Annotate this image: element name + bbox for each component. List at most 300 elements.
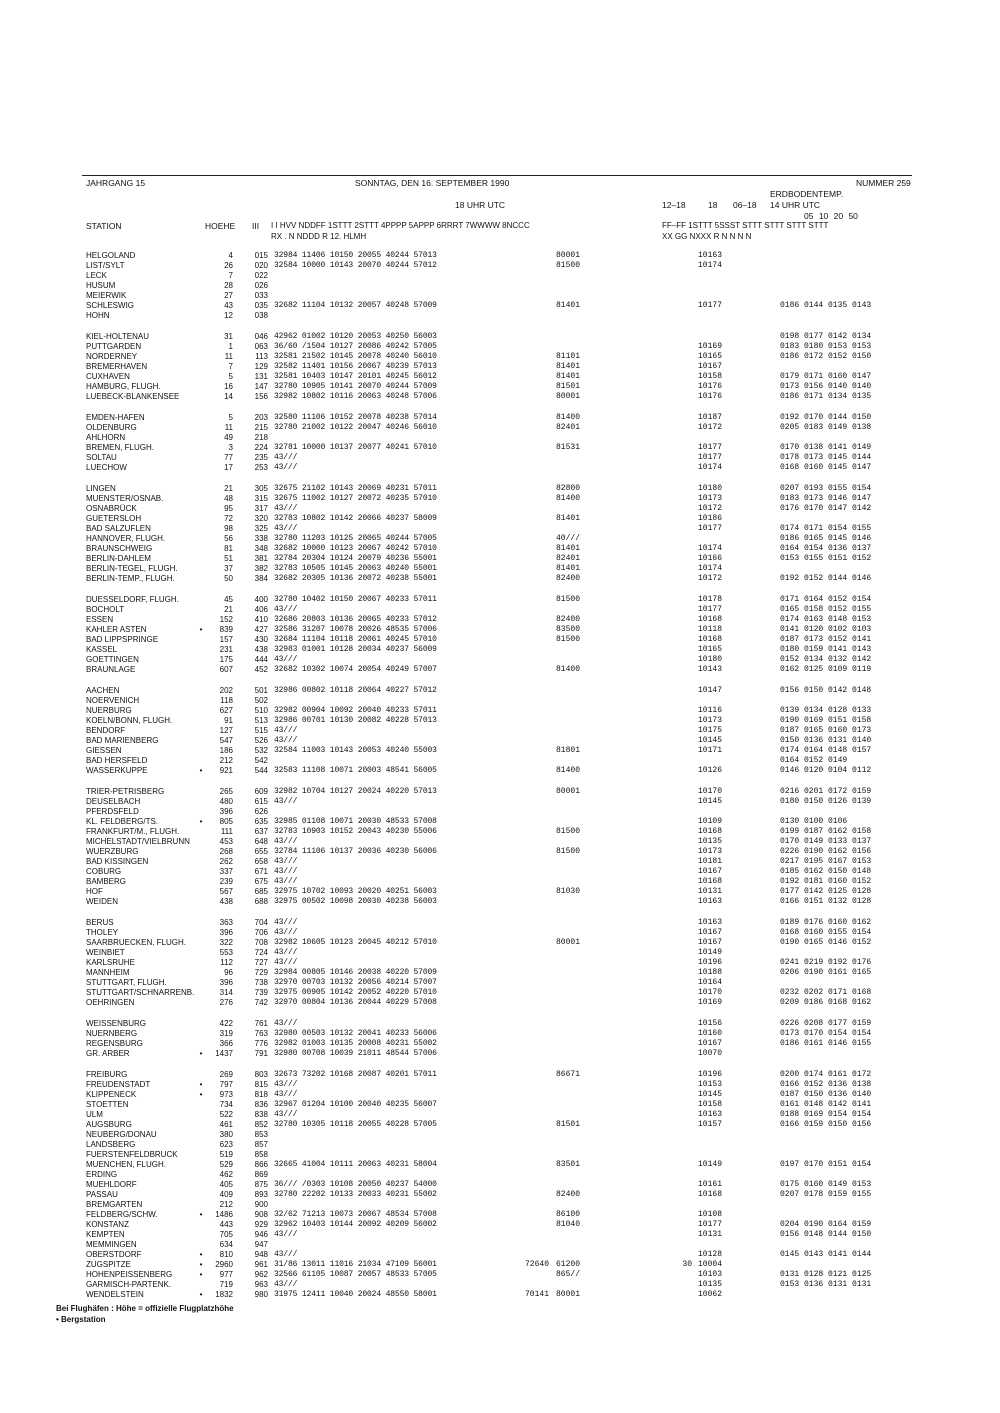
station-name: CUXHAVEN [86, 372, 130, 381]
station-height: 186 [219, 746, 233, 755]
station-name: GIESSEN [86, 746, 122, 755]
station-id: 502 [254, 696, 268, 705]
table-row [0, 766, 1000, 775]
cloud-group: 82401 [556, 554, 581, 563]
station-id: 729 [254, 968, 268, 977]
station-name: DEUSELBACH [86, 797, 141, 806]
synop-groups: 32582 11401 10156 20067 40239 57013 [274, 362, 437, 371]
station-name: HANNOVER, FLUGH. [86, 534, 166, 543]
soil-temps: 0139 0134 0128 0133 [780, 706, 872, 715]
station-name: KONSTANZ [86, 1220, 129, 1229]
table-row [0, 847, 1000, 856]
table-row [0, 1130, 1000, 1139]
synop-groups: 43/// [274, 504, 298, 513]
synop-groups: 32984 00805 10146 20038 40220 57009 [274, 968, 437, 977]
min-temp-group: 10172 [698, 574, 723, 583]
min-temp-group: 10168 [698, 615, 723, 624]
station-id: 147 [254, 382, 268, 391]
synop-groups: 32682 10000 10123 20067 40242 57010 [274, 544, 437, 553]
soil-temps: 0171 0164 0152 0154 [780, 595, 872, 604]
soil-temps: 0232 0202 0171 0168 [780, 988, 872, 997]
synop-groups: 32682 10302 10074 20054 40249 57007 [274, 665, 437, 674]
soil-temps: 0187 0150 0136 0140 [780, 1090, 872, 1099]
mountain-marker: • [199, 817, 203, 826]
station-height: 262 [219, 857, 233, 866]
station-name: LANDSBERG [86, 1140, 136, 1149]
min-temp-group: 10177 [698, 1220, 723, 1229]
table-row [0, 564, 1000, 573]
synop-groups: 32675 11002 10127 20072 40235 57010 [274, 494, 437, 503]
synop-groups: 32986 00802 10118 20064 40227 57012 [274, 686, 437, 695]
table-row [0, 1160, 1000, 1169]
soil-temps: 0186 0144 0135 0143 [780, 301, 872, 310]
min-temp-group: 10163 [698, 251, 723, 260]
station-name: BREMERHAVEN [86, 362, 148, 371]
min-temp-group: 10172 [698, 504, 723, 513]
table-row [0, 857, 1000, 866]
table-row [0, 484, 1000, 493]
station-name: BENDORF [86, 726, 126, 735]
mountain-marker: • [199, 1080, 203, 1089]
soil-temps: 0168 0160 0155 0154 [780, 928, 872, 937]
table-row [0, 574, 1000, 583]
soil-temps: 0175 0160 0149 0153 [780, 1180, 872, 1189]
station-name: KIEL-HOLTENAU [86, 332, 149, 341]
mountain-marker: • [199, 1290, 203, 1299]
station-name: KEMPTEN [86, 1230, 125, 1239]
table-row [0, 706, 1000, 715]
table-row [0, 261, 1000, 270]
soil-temps: 0200 0174 0161 0172 [780, 1070, 872, 1079]
table-row [0, 1019, 1000, 1028]
station-height: 5 [228, 372, 233, 381]
synop-groups: 43/// [274, 655, 298, 664]
station-id: 658 [254, 857, 268, 866]
station-height: 529 [219, 1160, 233, 1169]
table-row [0, 918, 1000, 927]
station-height: 462 [219, 1170, 233, 1179]
soil-temps: 0166 0151 0132 0128 [780, 897, 872, 906]
min-temp-group: 10168 [698, 827, 723, 836]
station-id: 022 [254, 271, 268, 280]
station-name: BREMGARTEN [86, 1200, 143, 1209]
min-temp-group: 10131 [698, 887, 723, 896]
station-id: 858 [254, 1150, 268, 1159]
station-height: 21 [224, 605, 233, 614]
station-name: SAARBRUECKEN, FLUGH. [86, 938, 187, 947]
station-height: 118 [220, 696, 233, 705]
synop-groups: 42962 01002 10120 20053 40250 56003 [274, 332, 437, 341]
cloud-group: 82400 [556, 574, 581, 583]
min-temp-group: 10174 [698, 463, 723, 472]
station-height: 26 [224, 261, 233, 270]
min-temp-group: 10175 [698, 726, 723, 735]
station-id: 218 [254, 433, 268, 442]
synop-groups: 32982 10704 10127 20024 40220 57013 [274, 787, 437, 796]
station-id: 253 [254, 463, 268, 472]
station-id: 156 [254, 392, 268, 401]
synop-groups: 43/// [274, 1080, 298, 1089]
synop-groups: 32780 11203 10125 20065 40244 57005 [274, 534, 437, 543]
synop-groups: 32980 00708 10039 21011 48544 57006 [274, 1049, 437, 1058]
min-temp-group: 10161 [698, 1180, 723, 1189]
cloud-group: 81501 [556, 1120, 581, 1129]
min-temp-group: 10157 [698, 1120, 723, 1129]
station-id: 305 [254, 484, 268, 493]
table-row [0, 332, 1000, 341]
min-temp-group: 10177 [698, 301, 723, 310]
cloud-group: 80001 [556, 787, 581, 796]
min-temp-group: 10166 [698, 554, 723, 563]
soil-temps: 0186 0172 0152 0150 [780, 352, 872, 361]
cloud-group: 81500 [556, 635, 581, 644]
station-height: 212 [219, 1200, 233, 1209]
station-id: 544 [254, 766, 268, 775]
soil-groups-heading: FF–FF 1STTT 5SSST STTT STTT STTT STTT [662, 221, 829, 230]
min-temp-group: 10160 [698, 1029, 723, 1038]
station-name: GARMISCH-PARTENK. [86, 1280, 172, 1289]
soil-temps: 0131 0128 0121 0125 [780, 1270, 872, 1279]
synop-groups: 32783 10903 10152 20043 40230 55006 [274, 827, 437, 836]
min-temp-group: 10171 [698, 746, 723, 755]
station-height: 607 [219, 665, 233, 674]
cloud-group: 865// [556, 1270, 581, 1279]
table-row [0, 392, 1000, 401]
station-height: 396 [219, 807, 233, 816]
station-name: STOETTEN [86, 1100, 129, 1109]
station-height: 438 [219, 897, 233, 906]
table-row [0, 1170, 1000, 1179]
station-height: 453 [219, 837, 233, 846]
station-name: WASSERKUPPE [86, 766, 148, 775]
min-temp-group: 10163 [698, 918, 723, 927]
synop-groups: 43/// [274, 958, 298, 967]
table-row [0, 948, 1000, 957]
min-temp-group: 10177 [698, 605, 723, 614]
table-row [0, 998, 1000, 1007]
station-name: ERDING [86, 1170, 118, 1179]
station-height: 91 [224, 716, 233, 725]
synop-groups: 32985 01108 10071 20030 48533 57008 [274, 817, 437, 826]
station-id: 215 [254, 423, 268, 432]
table-row [0, 291, 1000, 300]
table-row [0, 877, 1000, 886]
station-id: 515 [254, 726, 268, 735]
station-name: THOLEY [86, 928, 119, 937]
station-name: MUEHLDORF [86, 1180, 137, 1189]
synop-groups: 32780 10305 10118 20055 40228 57005 [274, 1120, 437, 1129]
soil-temps: 0166 0152 0136 0138 [780, 1080, 872, 1089]
station-id: 338 [254, 534, 268, 543]
min-temp-group: 10176 [698, 392, 723, 401]
station-height: 366 [219, 1039, 233, 1048]
station-height: 14 [224, 392, 233, 401]
min-temp-group: 10174 [698, 564, 723, 573]
table-row [0, 595, 1000, 604]
extra-group: 70141 [525, 1290, 550, 1299]
cloud-group: 80001 [556, 938, 581, 947]
cloud-group: 81401 [556, 544, 581, 553]
station-name: COBURG [86, 867, 122, 876]
station-height: 48 [224, 494, 233, 503]
synop-groups: 32780 10905 10141 20070 40244 57009 [274, 382, 437, 391]
station-id: 315 [254, 494, 268, 503]
soil-temps: 0190 0165 0146 0152 [780, 938, 872, 947]
mountain-marker: • [199, 1250, 203, 1259]
cloud-group: 83501 [556, 1160, 581, 1169]
min-temp-group: 10145 [698, 1090, 723, 1099]
min-temp-group: 10145 [698, 736, 723, 745]
min-temp-group: 10187 [698, 413, 723, 422]
synop-groups: 32682 11104 10132 20057 40248 57009 [274, 301, 437, 310]
table-row [0, 615, 1000, 624]
mountain-marker: • [199, 1090, 203, 1099]
station-id: 838 [254, 1110, 268, 1119]
station-height: 380 [219, 1130, 233, 1139]
station-id: 526 [254, 736, 268, 745]
min-temp-group: 10196 [698, 958, 723, 967]
station-height: 31 [224, 332, 233, 341]
station-name: PUTTGARDEN [86, 342, 142, 351]
min-temp-group: 10163 [698, 1110, 723, 1119]
station-id: 857 [254, 1140, 268, 1149]
station-id: 430 [254, 635, 268, 644]
station-height: 405 [219, 1180, 233, 1189]
station-height: 50 [224, 574, 233, 583]
min-temp-group: 10131 [698, 1230, 723, 1239]
table-row [0, 271, 1000, 280]
synop-groups: 32686 20803 10136 20065 40233 57012 [274, 615, 437, 624]
station-name: PFERDSFELD [86, 807, 139, 816]
table-row [0, 463, 1000, 472]
station-id: 444 [254, 655, 268, 664]
table-row [0, 716, 1000, 725]
station-name: AACHEN [86, 686, 120, 695]
mountain-marker: • [199, 1049, 203, 1058]
utc14-heading: 14 UHR UTC [770, 200, 821, 210]
soil-temps: 0192 0181 0160 0152 [780, 877, 872, 886]
station-id: 129 [254, 362, 268, 371]
soil-temps: 0174 0163 0148 0153 [780, 615, 872, 624]
station-id: 815 [254, 1080, 268, 1089]
soil-temps: 0164 0154 0136 0137 [780, 544, 872, 553]
table-row [0, 1270, 1000, 1279]
synop-groups: 36/60 /1504 10127 20086 40242 57005 [274, 342, 437, 351]
station-name: OSNABRÜCK [86, 504, 137, 513]
cloud-group: 81040 [556, 1220, 581, 1229]
station-name: FUERSTENFELDBRUCK [86, 1150, 178, 1159]
station-name: AUGSBURG [86, 1120, 132, 1129]
station-id: 980 [254, 1290, 268, 1299]
station-height: 127 [219, 726, 233, 735]
table-row [0, 807, 1000, 816]
station-id: 203 [254, 413, 268, 422]
station-name: BAD LIPPSPRINGE [86, 635, 159, 644]
station-name: NUERNBERG [86, 1029, 138, 1038]
min-temp-group: 10158 [698, 1100, 723, 1109]
station-height: 37 [224, 564, 233, 573]
extra-group: 72640 [525, 1260, 550, 1269]
station-height: 422 [219, 1019, 233, 1028]
synop-groups: 32581 10403 10147 20101 40245 56012 [274, 372, 437, 381]
station-id: 739 [254, 988, 268, 997]
synop-groups: 32580 11106 10152 20078 40238 57014 [274, 413, 437, 422]
station-height: 567 [219, 887, 233, 896]
cloud-group: 81500 [556, 827, 581, 836]
synop-groups: 43/// [274, 524, 298, 533]
table-row [0, 433, 1000, 442]
synop-groups: 43/// [274, 877, 298, 886]
soil-temps: 0226 0208 0177 0159 [780, 1019, 872, 1028]
station-name: OEHRINGEN [86, 998, 135, 1007]
station-id: 948 [254, 1250, 268, 1259]
synop-groups: 43/// [274, 867, 298, 876]
synop-groups: 43/// [274, 837, 298, 846]
station-id: 685 [254, 887, 268, 896]
station-name: WENDELSTEIN [86, 1290, 144, 1299]
station-height: 157 [219, 635, 233, 644]
station-height: 175 [219, 655, 233, 664]
cloud-group: 81801 [556, 746, 581, 755]
min-temp-group: 10170 [698, 988, 723, 997]
synop-groups: 36/// /0303 10108 20050 40237 54000 [274, 1180, 437, 1189]
table-row [0, 887, 1000, 896]
station-id: 615 [254, 797, 268, 806]
station-id: 708 [254, 938, 268, 947]
table-row [0, 605, 1000, 614]
station-id: 317 [254, 504, 268, 513]
station-height: 522 [219, 1110, 233, 1119]
table-row [0, 988, 1000, 997]
station-id: 869 [254, 1170, 268, 1179]
station-id: 609 [254, 787, 268, 796]
soil-temps: 0226 0190 0162 0156 [780, 847, 872, 856]
soil-temps: 0150 0136 0131 0140 [780, 736, 872, 745]
table-row [0, 817, 1000, 826]
synop-groups: 43/// [274, 1230, 298, 1239]
station-height: 634 [219, 1240, 233, 1249]
station-id: 510 [254, 706, 268, 715]
station-name: OBERSTDORF [86, 1250, 142, 1259]
cloud-group: 81101 [556, 352, 581, 361]
table-row [0, 938, 1000, 947]
soil-temps: 0180 0150 0126 0139 [780, 797, 872, 806]
station-name: BREMEN, FLUGH. [86, 443, 155, 452]
min-temp-group: 10135 [698, 1280, 723, 1289]
soil-temps: 0198 0177 0142 0134 [780, 332, 872, 341]
station-height: 202 [219, 686, 233, 695]
table-row [0, 1180, 1000, 1189]
station-name: MICHELSTADT/VIELBRUNN [86, 837, 190, 846]
station-name: MUENCHEN, FLUGH. [86, 1160, 167, 1169]
synop-groups: 32583 11108 10071 20003 48541 56005 [274, 766, 437, 775]
station-id: 738 [254, 978, 268, 987]
station-height: 2960 [215, 1260, 233, 1269]
synop-groups: 32983 01001 10128 20034 40237 56009 [274, 645, 437, 654]
table-row [0, 1220, 1000, 1229]
station-name: BERLIN-DAHLEM [86, 554, 151, 563]
cloud-group: 81401 [556, 564, 581, 573]
station-height: 17 [224, 463, 233, 472]
table-row [0, 756, 1000, 765]
table-row [0, 1200, 1000, 1209]
station-name: DUESSELDORF, FLUGH. [86, 595, 179, 604]
soil-temps: 0179 0171 0160 0147 [780, 372, 872, 381]
min-temp-group: 10165 [698, 645, 723, 654]
station-name: GUETERSLOH [86, 514, 142, 523]
depth-heading: 05 10 20 50 [804, 211, 858, 221]
synop-groups: 32982 10605 10123 20045 40212 57010 [274, 938, 437, 947]
min-temp-group: 10167 [698, 867, 723, 876]
cloud-group: 81030 [556, 887, 581, 896]
table-row [0, 1260, 1000, 1269]
station-id: 513 [254, 716, 268, 725]
station-name: KASSEL [86, 645, 118, 654]
station-name: EMDEN-HAFEN [86, 413, 145, 422]
min-temp-group: 10158 [698, 372, 723, 381]
soil-temp-heading: ERDBODENTEMP. [770, 189, 844, 199]
station-height: 480 [219, 797, 233, 806]
station-id: 961 [254, 1260, 268, 1269]
station-id: 963 [254, 1280, 268, 1289]
table-row [0, 1100, 1000, 1109]
min-temp-group: 10164 [698, 978, 723, 987]
station-height: 43 [224, 301, 233, 310]
station-id: 438 [254, 645, 268, 654]
min-temp-group: 10186 [698, 514, 723, 523]
table-row [0, 514, 1000, 523]
station-id: 727 [254, 958, 268, 967]
station-height: 28 [224, 281, 233, 290]
min-temp-group: 10149 [698, 948, 723, 957]
station-height: 396 [219, 978, 233, 987]
cloud-group: 81401 [556, 301, 581, 310]
synop-groups: 32784 11106 10137 20036 40230 56006 [274, 847, 437, 856]
table-row [0, 797, 1000, 806]
utc18-heading: 18 UHR UTC [455, 200, 506, 210]
station-height: 623 [219, 1140, 233, 1149]
cloud-group: 81400 [556, 494, 581, 503]
station-name: LECK [86, 271, 107, 280]
synop-groups: 43/// [274, 1280, 298, 1289]
min-temp-group: 10173 [698, 494, 723, 503]
synop-groups: 32984 11406 10150 20055 40244 57013 [274, 251, 437, 260]
station-id: 381 [254, 554, 268, 563]
cloud-group: 81401 [556, 514, 581, 523]
station-id: 542 [254, 756, 268, 765]
soil-groups-subheading: XX GG NXXX R N N N N [662, 232, 752, 241]
cloud-group: 81401 [556, 372, 581, 381]
station-id: 962 [254, 1270, 268, 1279]
soil-temps: 0186 0165 0145 0146 [780, 534, 872, 543]
min-temp-group: 10180 [698, 484, 723, 493]
station-name: STUTTGART, FLUGH. [86, 978, 167, 987]
table-row [0, 665, 1000, 674]
min-temp-group: 10188 [698, 968, 723, 977]
station-name: FREUDENSTADT [86, 1080, 151, 1089]
station-id: 046 [254, 332, 268, 341]
volume-label: JAHRGANG 15 [86, 178, 146, 188]
station-name: KOELN/BONN, FLUGH. [86, 716, 173, 725]
station-id: 946 [254, 1230, 268, 1239]
table-row [0, 827, 1000, 836]
table-row [0, 1110, 1000, 1119]
soil-temps: 0130 0100 0106 [780, 817, 848, 826]
station-id: 035 [254, 301, 268, 310]
min-temp-group: 10169 [698, 998, 723, 1007]
cloud-group: 81500 [556, 595, 581, 604]
soil-temps: 0173 0156 0140 0140 [780, 382, 872, 391]
